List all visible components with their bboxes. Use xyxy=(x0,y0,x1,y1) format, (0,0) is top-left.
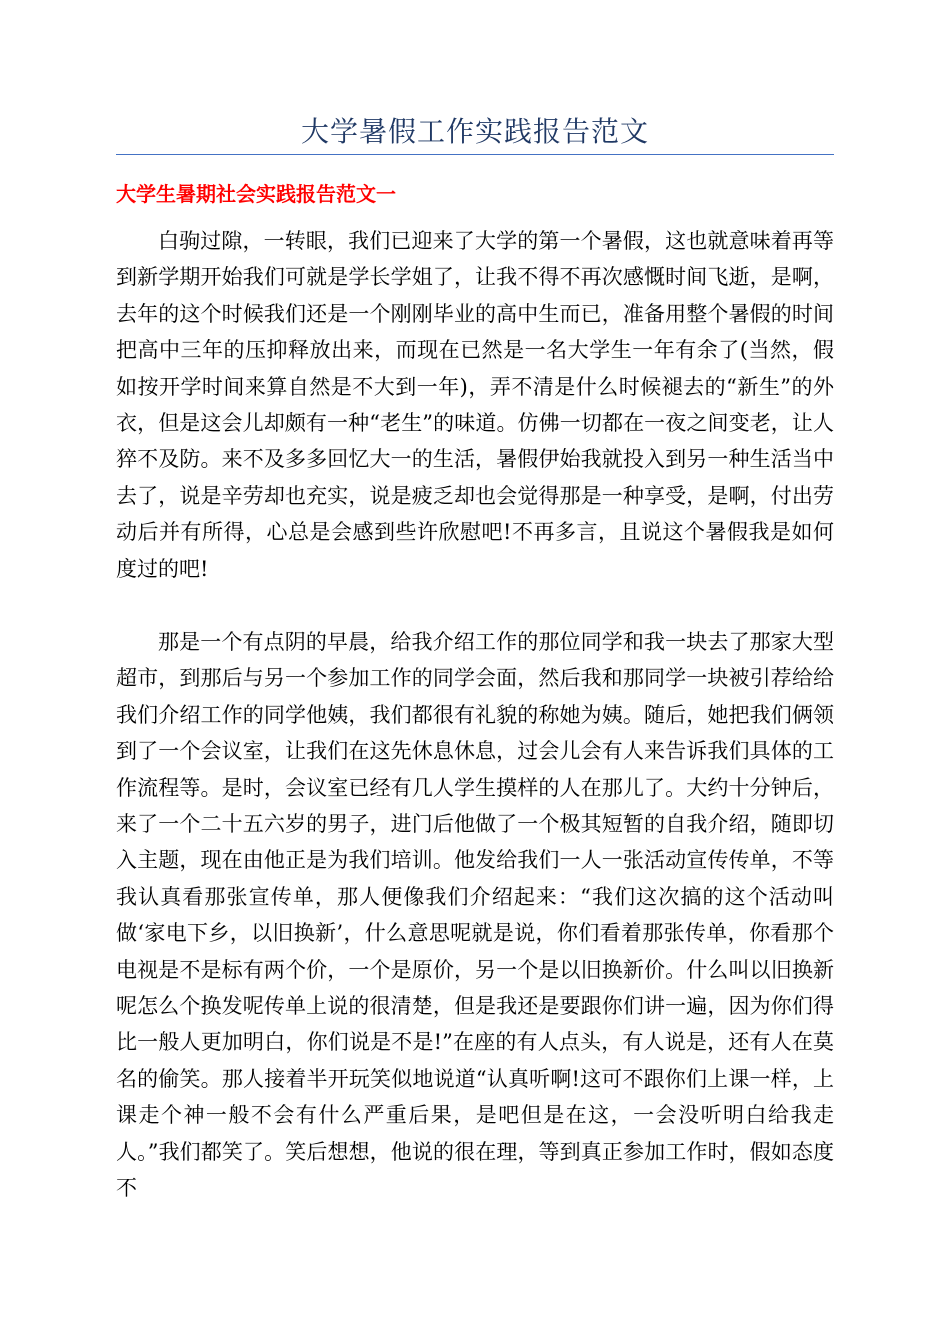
section-heading: 大学生暑期社会实践报告范文一 xyxy=(116,182,396,206)
body-paragraph-2: 那是一个有点阴的早晨，给我介绍工作的那位同学和我一块去了那家大型超市，到那后与另一个参加工作的同学会面，然后我和那同学一块被引荐给给我们介绍工作的同学他姨，我们都很有礼貌的称她为姨。随后，她把我们俩领到了一个会议室，让我们在这先休息休息，过会儿会有人来告诉我们具体的工作流程等。是时，会议室已经有几人学生摸样的人在那儿了。大约十分钟后，来了一个二十五六岁的男子，进门后他做了一个极其短暂的自我介绍，随即切入主题，现在由他正是为我们培训。他发给我们一人一张活动宣传传单，不等我认真看那张宣传单，那人便像我们介绍起来：“我们这次搞的这个活动叫做‘家电下乡，以旧换新’，什么意思呢就是说，你们看着那张传单，你看那个电视是不是标有两个价，一个是原价，另一个是以旧换新价。什么叫以旧换新呢怎么个换发呢传单上说的很清楚，但是我还是要跟你们讲一遍，因为你们得比一般人更加明白，你们说是不是!”在座的有人点头，有人说是，还有人在莫名的偷笑。那人接着半开玩笑似地说道“认真听啊!这可不跟你们上课一样，上课走个神一般不会有什么严重后果，是吧但是在这，一会没听明白给我走人。”我们都笑了。笑后想想，他说的很在理，等到真正参加工作时，假如态度不 xyxy=(116,630,834,1201)
title-underline-rule xyxy=(116,154,834,155)
document-title: 大学暑假工作实践报告范文 xyxy=(300,115,649,148)
body-paragraph-1: 白驹过隙，一转眼，我们已迎来了大学的第一个暑假，这也就意味着再等到新学期开始我们可就是学长学姐了，让我不得不再次感慨时间飞逝，是啊，去年的这个时候我们还是一个刚刚毕业的高中生而已，准备用整个暑假的时间把高中三年的压抑释放出来，而现在已然是一名大学生一年有余了(当然，假如按开学时间来算自然是不大到一年)，弄不清是什么时候褪去的“新生”的外衣，但是这会儿却颇有一种“老生”的味道。仿佛一切都在一夜之间变老，让人猝不及防。来不及多多回忆大一的生活，暑假伊始我就投入到另一种生活当中去了，说是辛劳却也充实，说是疲乏却也会觉得那是一种享受，是啊，付出劳动后并有所得，心总是会感到些许欣慰吧!不再多言，且说这个暑假我是如何度过的吧! xyxy=(116,229,834,581)
